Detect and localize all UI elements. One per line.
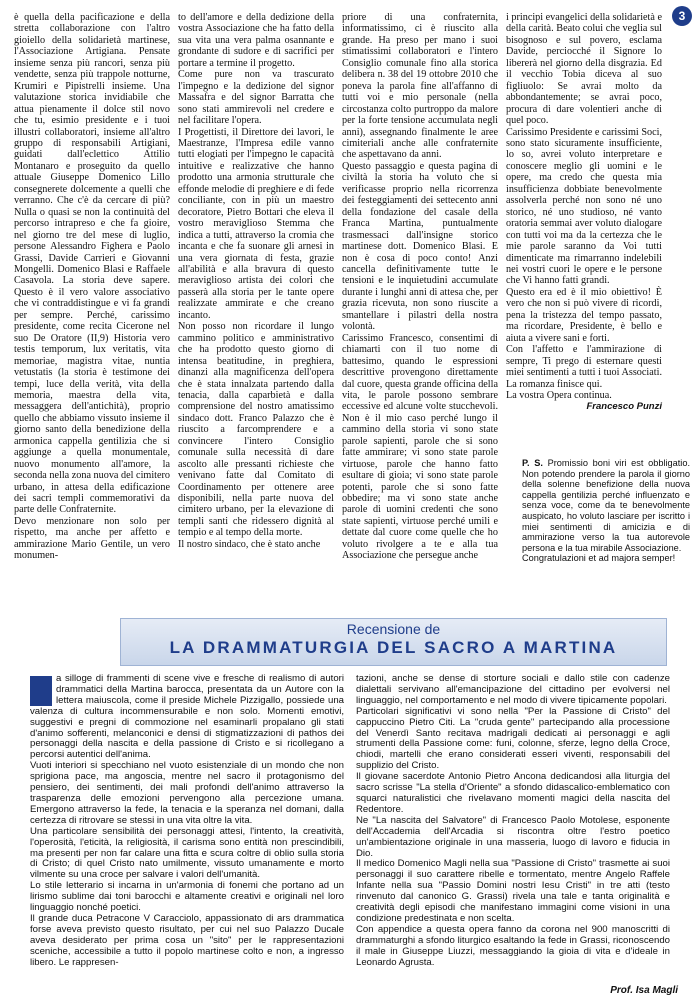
paragraph: Carissimo Francesco, consentimi di chiamarti con il tuo nome di battesimo, quando le espressioni descrittive provengono direttamente dal cuore, questa grande officina della vita, le parole possono sembrare eccessive ed alcune volte stucchevoli. Non è il mio caso perché lungo il cammino della storia vi sono state parole sapienti, parole che si sono fatte ammirare; vi sono state parole virtuose, parole che hanno fatto esultare di gioia; vi sono state parole potenti, parole che si sono fatte obbedire; ma vi sono state anche parole di uomini credenti che sono state sapienti, virtuose perché umili e dettate dal cuore come quelle che ho voluto rivolgere a te e alla tua Associazione che persegue anche bbox=[342, 332, 498, 562]
paragraph: Devo menzionare non solo per rispetto, ma anche per affetto e ammirazione Mario Gentile, un vero monumen- bbox=[14, 515, 170, 562]
paragraph: Vuoti interiori si specchiano nel vuoto esistenziale di un mondo che non sprigiona pace, ma angoscia, mentre nel sacro il protagonismo del pensiero, dei sentimenti, dei mali profondi dell'animo attraverso la trasparenza delle emozioni pervengono alla percezione umana. Emergono attraverso la fede, la tenacia e la speranza nel domani, dalla certezza di ritrovare se stessi in una vita oltre la vita. bbox=[30, 760, 344, 826]
paragraph: Questo era ed è il mio obiettivo! È vero che non si può vivere di ricordi, pena la tristezza del tempo passato, ma ricordare, Presidente, è bello e aiuta a vivere sani e forti. bbox=[506, 286, 662, 344]
review-header-title: LA DRAMMATURGIA DEL SACRO A MARTINA bbox=[169, 638, 618, 657]
letter-column-3 bbox=[342, 12, 498, 608]
paragraph: Carissimo Presidente e carissimi Soci, sono stato sicuramente insufficiente, lo so, avrei voluto interpretare e conoscere meglio gli uomini e le opere, ma credo che questa mia insufficienza dobbiate benevolmente assolverla perché non sono né uno storico, né uno studioso, né vanto oratoria semmai aver voluto dialogare con tutti voi ma da la certezza che le mie parole saranno da Voi tutti dimenticate ma rimarranno indelebili nei vostri cuori le opere e le persone che Vi hanno fatti grandi. bbox=[506, 126, 662, 287]
paragraph: Il medico Domenico Magli nella sua "Passione di Cristo" trasmette ai suoi personaggi il suo carattere ribelle e tormentato, mentre Angelo Raffele Infante nella sua "Passio Domini nostri Iesu Cristi" in tre atti (testo rinvenuto dal canonico G. Grassi) rivela una tale e tanta originalità e creatività degli episodi che manifestano immagini come visioni in una condizione predestinata e non scelta. bbox=[356, 858, 670, 924]
ps-closing: Congratulazioni et ad majora semper! bbox=[522, 553, 676, 564]
paragraph: to dell'amore e della dedizione della vostra Associazione che ha fatto della sua vita una vera palma osannante e grondante di sudore e di sacrifici per portare a termine il progetto. bbox=[178, 12, 334, 69]
paragraph: priore di una confraternita, informatissimo, ci è riuscito alla grande. Ha preso per mano i suoi stimatissimi collaboratori e l'intero Consiglio comunale fino alla storica delibera n. 38 del 19 ottobre 2010 che poneva la parola fine all'affanno di tutti voi e mio personale (nella circostanza colto purtroppo da malore per la forte tensione accumulata negli anni), assegnando finalmente le aree cimiteriali anche alle confraternite che aspettavano da anni. bbox=[342, 12, 498, 161]
letter-column-2 bbox=[178, 12, 334, 608]
paragraph: La vostra Opera continua. bbox=[506, 389, 612, 401]
paragraph: Con l'affetto e l'ammirazione di sempre, Ti prego di esternare questi miei sentimenti a tutti i tuoi Associati. La romanza finisce qui. bbox=[506, 344, 662, 390]
paragraph: Non posso non ricordare il lungo cammino politico e amministrativo che ha prodotto questo giorno di intensa beatitudine, in preghiera, dinanzi alla magnificenza dell'opera che è stata innalzata partendo dalla tenacia, dalla caparbietà e dalla comprensione del nostro amatissimo sindaco dott. Franco Palazzo che è riuscito a farcomprendere e a convincere l'intero Consiglio comunale sulla necessità di dare ascolto alle pressanti richieste che venivano fatte dal Comitato di Coordinamento per ottenere aree disponibili, nella parte nuova del cimitero urbano, per la elevazione di templi santi che ridessero dignità al tempio e al tempo della morte. bbox=[178, 321, 334, 539]
paragraph: tazioni, anche se dense di storture sociali e dallo stile con cadenze dialettali servivano all'emancipazione del cittadino per evolversi nel linguaggio, nel comportamento e nel modo di vivere tipicamente popolari. bbox=[356, 673, 670, 706]
postscript bbox=[522, 458, 690, 564]
paragraph: Questo passaggio e questa pagina di civiltà la storia ha voluto che si verificasse proprio nella ricorrenza dei festeggiamenti dei settecento anni della fondazione del casale della Franca Martina, puntualmente trasmessaci dall'insigne storico martinese dott. Domenico Blasi. E non è cosa di poco conto! Anzi cancella definitivamente tutte le tensioni e le inquietudini accumulate durante i lunghi anni di attesa che, per grazia ricevuta, non sono riuscite a smantellare i pilastri della nostra volontà. bbox=[342, 160, 498, 333]
review-column-2 bbox=[356, 674, 670, 984]
paragraph: I Progettisti, il Direttore dei lavori, le Maestranze, l'Impresa edile vanno tutti elogiati per l'impegno le capacità intuitive e realizzative che hanno prodotto una armonia strutturale che effonde melodie di preghiere e di fede conciliante, con in più un maestro decoratore, Pietro Bottari che eleva il vostro meraviglioso Stemma che indica a tutti, attraverso la cromia che incanta e che fa suonare gli arnesi in una vera giornata di festa, grazie all'abilità e alla bravura di questo meraviglioso artista dei colori che passerà alla storia per le tante opere realizzate ammirate e che creano incanto. bbox=[178, 126, 334, 321]
paragraph: Lo stile letterario si incarna in un'armonia di fonemi che portano ad un lirismo sublime dai toni barocchi e altamente creativi e originali nel loro linguaggio nonché poetici. bbox=[30, 880, 344, 914]
ps-text: Promissio boni viri est obbligatio. Non potendo prendere la parola il giorno della solenne benefizione della nuova cappella gentilizia perché influenzato e senza voce, come da te benevolmente auspicato, ho voluto lasciare per iscritto i miei sentimenti di amicizia e di ammirazione verso la tua autorevole persona e la tua mirabile Associazione. bbox=[522, 458, 691, 553]
paragraph: a silloge di frammenti di scene vive e fresche di realismo di autori drammatici della Martina barocca, presentata da un Autore con la lettera maiuscola, come il preside Michele Pizzigallo, possiede una valenza di cultura incommensurabile e non solo. Momenti emotivi, suggestivi e pregni di commozione nel esaminarli propalano gli stati d'animo sofferenti, melanconici e densi di stigmatizzazioni di pathos dei personaggi della nascita e della passione di Cristo e si ricollegano a percorsi autentici dell'anima. bbox=[30, 673, 344, 761]
letter-column-1 bbox=[14, 12, 170, 608]
review-body bbox=[30, 674, 670, 984]
paragraph: i principi evangelici della solidarietà e della carità. Beato colui che veglia sul bisognoso e sul povero, esclama Davide, perciocché il Signore lo libererà nel giorno della disgrazia. Ed il vecchio Tobia diceva al suo figliuolo: Se avrai molto da abbondantemente; se avrai poco, procura di dare volentieri anche di quel poco. bbox=[506, 12, 662, 127]
paragraph: Particolari significativi vi sono nella "Per la Passione di Cristo" del cappuccino Pietro Citi. La "cruda gente" partecipando alla processione del Venerdì Santo recitava madrigali dedicati ai personaggi e agli strumenti della Passione come: funi, colonne, sferze, legno della Croce, chiodi, martelli che erano considerati esseri viventi, responsabili del supplizio del Cristo. bbox=[356, 705, 670, 772]
paragraph: Il grande duca Petracone V Caracciolo, appassionato di ars drammatica forse aveva previsto questo risultato, per cui nel suo Palazzo Ducale aveva desiderato per prima cosa un "sito" per le rappresentazioni sceniche, accessibile a tutto il popolo martinese colto e non, a ingresso libero. Le rappresen- bbox=[30, 912, 344, 968]
paragraph: è quella della pacificazione e della stretta collaborazione con l'altro gioiello della solidarietà martinese, l'Associazione Artigiana. Pensate insieme senza più rancori, senza più vendette, senza più trappole notturne, Krumiri e Pipistrelli insieme. Una valutazione storica invidiabile che attua pienamente il dolce stil novo che tu, esimio presidente e i tuoi illustri collaboratori, insieme all'altro gruppo di responsabili Artigiani, guidati dall'eclettico Attilio Montanaro e proseguito da quello attuale Giuseppe Domenico Lillo consegnerete dolcemente a quelli che verranno. Che c'è da cercare di più? Nulla o quasi se non la continuità del percorso intrapreso e che fa gioire, nel giorno tre del mese di luglio, persone Alessandro Fighera e Paolo Grassi, Davide Carrieri e Giovanni Mongelli. Domenico Blasi e Raffaele Casavola. La storia deve sapere. Questo è il vero valore associativo che vi contraddistingue e vi fa grandi per sempre. Perché, carissimo presidente, come recita Cicerone nel suo De Oratore (II,9) Historia vero testis temporum, lux veritatis, vita memoriae, magistra vitae, nuntia vetustatis (la storia è testimone dei tempi, luce della verità, vita della memoria, maestra della vita, messaggera dell'antichità), proprio quello che abbiamo vissuto insieme il giorno santo della benedizione della armonica cappella gentilizia che si aggiunge a quella monumentale, nuovo monumento all'amore, la seconda nella zona nuova del cimitero urbano, in attesa della edificazione dei sacri templi commemorativi da parte delle Confraternite. bbox=[14, 12, 170, 516]
page-number-badge: 3 bbox=[672, 6, 692, 26]
review-header-banner bbox=[120, 618, 667, 666]
review-column-1 bbox=[30, 674, 344, 984]
paragraph: Il nostro sindaco, che è stato anche bbox=[178, 538, 321, 550]
ps-label: P. S. bbox=[522, 458, 543, 468]
paragraph: Il giovane sacerdote Antonio Pietro Ancona dedicandosi alla liturgia del sacro scrisse "La stella d'Oriente" a sfondo didascalico-emblematico con squarci naturalistici che rivelavano momenti magici della nascita del Redentore. bbox=[356, 771, 670, 815]
paragraph: Con appendice a questa opera fanno da corona nel 900 manoscritti di drammaturghi a sfondo liturgico esaltando la fede in Grassi, riconoscendo il male in Giuseppe Liuzzi, messaggiando la gioia di vita e d'ideale in Leonardo Agrusta. bbox=[356, 923, 670, 968]
paragraph: Una particolare sensibilità dei personaggi attesi, l'intento, la creatività, l'operosità, l'eticità, la religiosità, il carisma sono entità non prescindibili, ma presenti per non far calare una fitta e scura coltre di oblio sulla storia di Cristo; di quel Cristo nato umilmente, vissuto umanamente e morto vilmente su una croce per salvare i valori dell'umanità. bbox=[30, 825, 344, 881]
drop-cap-block bbox=[30, 676, 52, 706]
paragraph: Ne "La nascita del Salvatore" di Francesco Paolo Motolese, esponente dell'Accademia dell'Arcadia si riscontra oltre l'estro poetico un'ambientazione originale in una masseria, luogo di lavoro e fiducia in Dio. bbox=[356, 814, 670, 859]
review-author: Prof. Isa Magli bbox=[610, 985, 678, 996]
letter-signature: Francesco Punzi bbox=[586, 401, 662, 413]
review-header-subtitle: Recensione de bbox=[346, 621, 441, 637]
paragraph: Come pure non va trascurato l'impegno e la dedizione del signor Massafra e del signor Barratta che sono stati ammirevoli nel credere e nel facilitare l'opera. bbox=[178, 69, 334, 127]
